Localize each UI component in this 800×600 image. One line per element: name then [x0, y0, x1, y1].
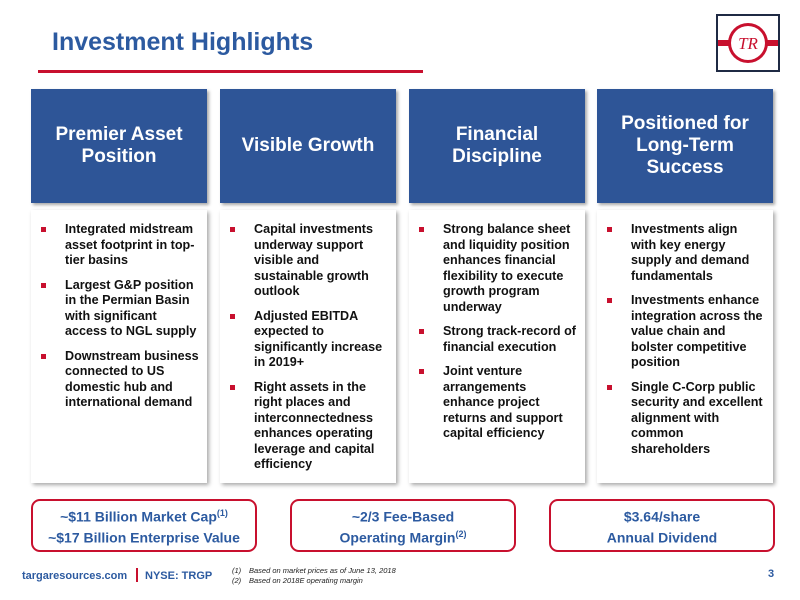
- bullet-icon: [607, 227, 612, 232]
- list-item: Strong track-record of financial execution: [417, 324, 577, 355]
- bullet-icon: [230, 314, 235, 319]
- column-heading-financial-discipline: Financial Discipline: [409, 89, 585, 203]
- footnote-ref: (2): [455, 528, 467, 539]
- column-body-long-term-success: [597, 210, 773, 483]
- highlight-line: $3.64/share: [623, 508, 701, 525]
- title-underline: [38, 70, 423, 73]
- footer-divider: [136, 568, 138, 582]
- column-body-financial-discipline: [409, 210, 585, 483]
- footnote: (2) Based on 2018E operating margin: [232, 576, 363, 585]
- list-item: Strong balance sheet and liquidity position enhances financial flexibility to execute growth program underway: [417, 222, 577, 315]
- footnote-ref: (1): [216, 507, 228, 518]
- page-title: Investment Highlights: [52, 28, 314, 56]
- list-item: Integrated midstream asset footprint in top-tier basins: [39, 222, 199, 269]
- highlight-line: Annual Dividend: [606, 529, 718, 546]
- highlight-line: Operating Margin: [339, 529, 456, 546]
- highlight-fee-based: [290, 499, 516, 552]
- highlight-line: ~$11 Billion Market Cap: [60, 508, 217, 525]
- company-logo: [716, 14, 780, 72]
- bullet-icon: [607, 385, 612, 390]
- footer-website-link[interactable]: targaresources.com: [22, 570, 128, 582]
- footer-ticker: NYSE: TRGP: [145, 570, 213, 582]
- bullet-icon: [41, 354, 46, 359]
- bullet-icon: [41, 283, 46, 288]
- highlight-line: ~2/3 Fee-Based: [351, 508, 455, 525]
- bullet-icon: [230, 385, 235, 390]
- highlight-market-cap: [31, 499, 257, 552]
- list-item: Investments align with key energy supply and demand fundamentals: [605, 222, 765, 284]
- column-heading-visible-growth: Visible Growth: [220, 89, 396, 203]
- logo-lettering: TR: [738, 34, 758, 53]
- list-item: Investments enhance integration across the value chain and bolster competitive position: [605, 293, 765, 371]
- list-item: Capital investments underway support visible and sustainable growth outlook: [228, 222, 388, 300]
- bullet-icon: [230, 227, 235, 232]
- column-body-premier-asset: [31, 210, 207, 483]
- column-heading-long-term-success: Positioned for Long-Term Success: [597, 89, 773, 203]
- footnote: (1) Based on market prices as of June 13, 2018: [232, 566, 396, 575]
- footnotes: [232, 566, 396, 586]
- page-number: 3: [768, 568, 775, 580]
- bullet-icon: [41, 227, 46, 232]
- bullet-icon: [419, 227, 424, 232]
- bullet-icon: [419, 369, 424, 374]
- bullet-icon: [607, 298, 612, 303]
- list-item: Single C-Corp public security and excellent alignment with common shareholders: [605, 380, 765, 458]
- list-item: Joint venture arrangements enhance project returns and support capital efficiency: [417, 364, 577, 442]
- list-item: Downstream business connected to US domestic hub and international demand: [39, 349, 199, 411]
- list-item: Right assets in the right places and interconnectedness enhances operating leverage and capital efficiency: [228, 380, 388, 473]
- bullet-icon: [419, 329, 424, 334]
- highlight-line: ~$17 Billion Enterprise Value: [48, 529, 240, 546]
- highlight-dividend: [549, 499, 775, 552]
- list-item: Largest G&P position in the Permian Basin with significant access to NGL supply: [39, 278, 199, 340]
- column-heading-premier-asset: Premier Asset Position: [31, 89, 207, 203]
- list-item: Adjusted EBITDA expected to significantly increase in 2019+: [228, 309, 388, 371]
- column-body-visible-growth: [220, 210, 396, 483]
